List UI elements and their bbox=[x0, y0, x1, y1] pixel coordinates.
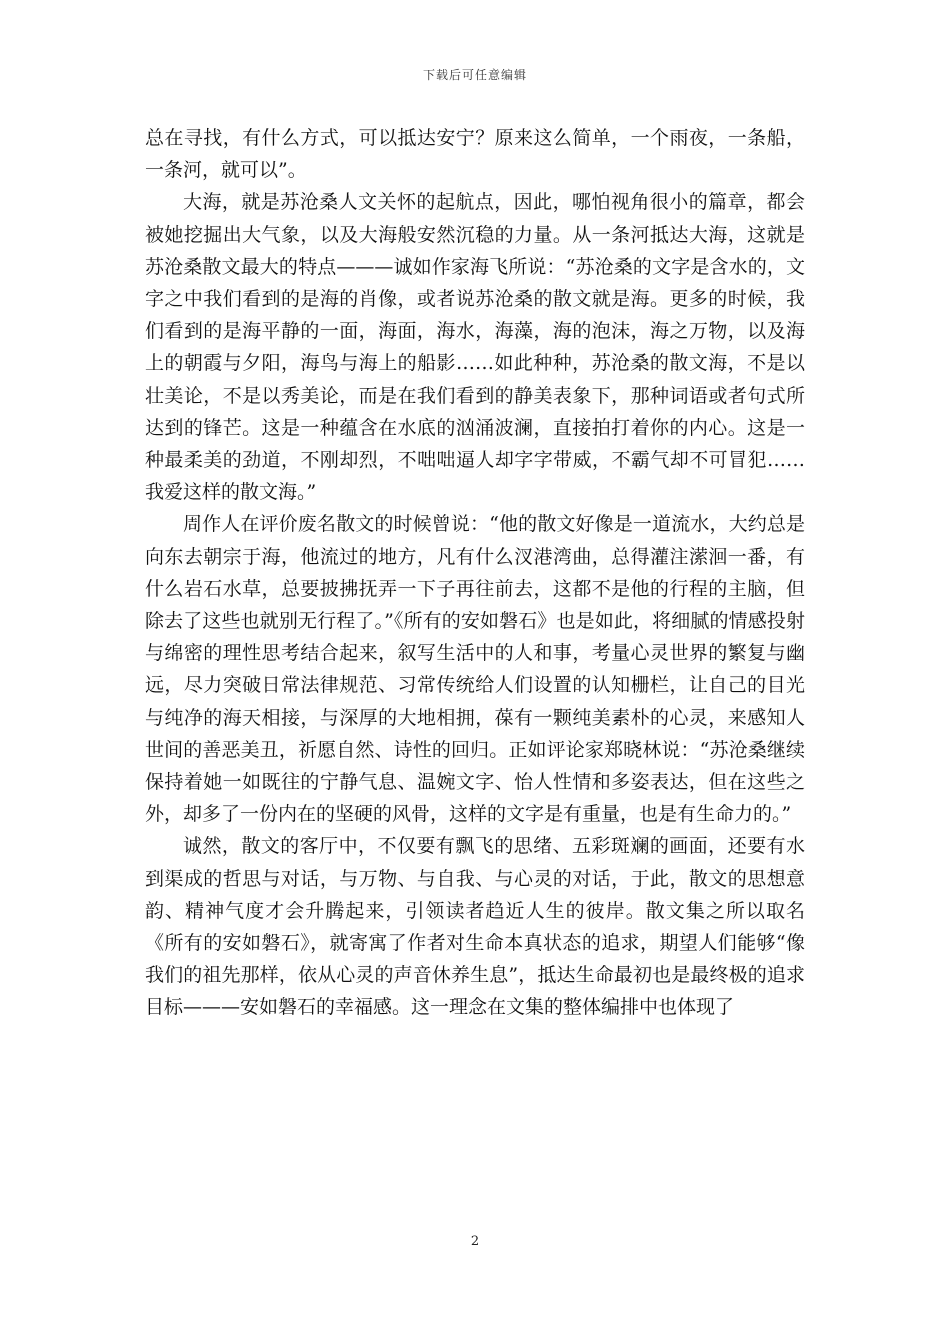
paragraph: 诚然，散文的客厅中，不仅要有飘飞的思绪、五彩斑斓的画面，还要有水到渠成的哲思与对话，与万物、与自我、与心灵的对话，于此，散文的思想意韵、精神气度才会升腾起来，引领读者趋近人生的彼岸。散文集之所以取名《所有的安如磐石》，就寄寓了作者对生命本真状态的追求，期望人们能够“像我们的祖先那样，依从心灵的声音休养生息”，抵达生命最初也是最终极的追求目标———安如磐石的幸福感。这一理念在文集的整体编排中也体现了 bbox=[145, 835, 805, 1019]
paragraph: 大海，就是苏沧桑人文关怀的起航点，因此，哪怕视角很小的篇章，都会被她挖掘出大气象，以及大海般安然沉稳的力量。从一条河抵达大海，这就是苏沧桑散文最大的特点———诚如作家海飞所说：“苏沧桑的文字是含水的，文字之中我们看到的是海的肖像，或者说苏沧桑的散文就是海。更多的时候，我们看到的是海平静的一面，海面，海水，海藻，海的泡沫，海之万物，以及海上的朝霞与夕阳，海鸟与海上的船影……如此种种，苏沧桑的散文海，不是以壮美论，不是以秀美论，而是在我们看到的静美表象下，那种词语或者句式所达到的锋芒。这是一种蕴含在水底的汹涌波澜，直接拍打着你的内心。这是一种最柔美的劲道，不刚却烈，不咄咄逼人却字字带威，不霸气却不可冒犯……我爱这样的散文海。” bbox=[145, 191, 805, 504]
paragraph: 总在寻找，有什么方式，可以抵达安宁？原来这么简单，一个雨夜，一条船，一条河，就可以”。 bbox=[145, 127, 805, 182]
page-number: 2 bbox=[470, 1234, 480, 1249]
document-body bbox=[145, 122, 805, 1024]
page-header: 下载后可任意编辑 bbox=[422, 68, 527, 82]
paragraph: 周作人在评价废名散文的时候曾说：“他的散文好像是一道流水，大约总是向东去朝宗于海，他流过的地方，凡有什么汊港湾曲，总得灌注潆洄一番，有什么岩石水草，总要披拂抚弄一下子再往前去，这都不是他的行程的主脑，但除去了这些也就别无行程了。”《所有的安如磐石》也是如此，将细腻的情感投射与绵密的理性思考结合起来，叙写生活中的人和事，考量心灵世界的繁复与幽远，尽力突破日常法律规范、习常传统给人们设置的认知栅栏，让自己的目光与纯净的海天相接，与深厚的大地相拥，葆有一颗纯美素朴的心灵，来感知人世间的善恶美丑，祈愿自然、诗性的回归。正如评论家郑晓林说：“苏沧桑继续保持着她一如既往的宁静气息、温婉文字、怡人性情和多姿表达，但在这些之外，却多了一份内在的坚硬的风骨，这样的文字是有重量，也是有生命力的。” bbox=[145, 513, 805, 826]
